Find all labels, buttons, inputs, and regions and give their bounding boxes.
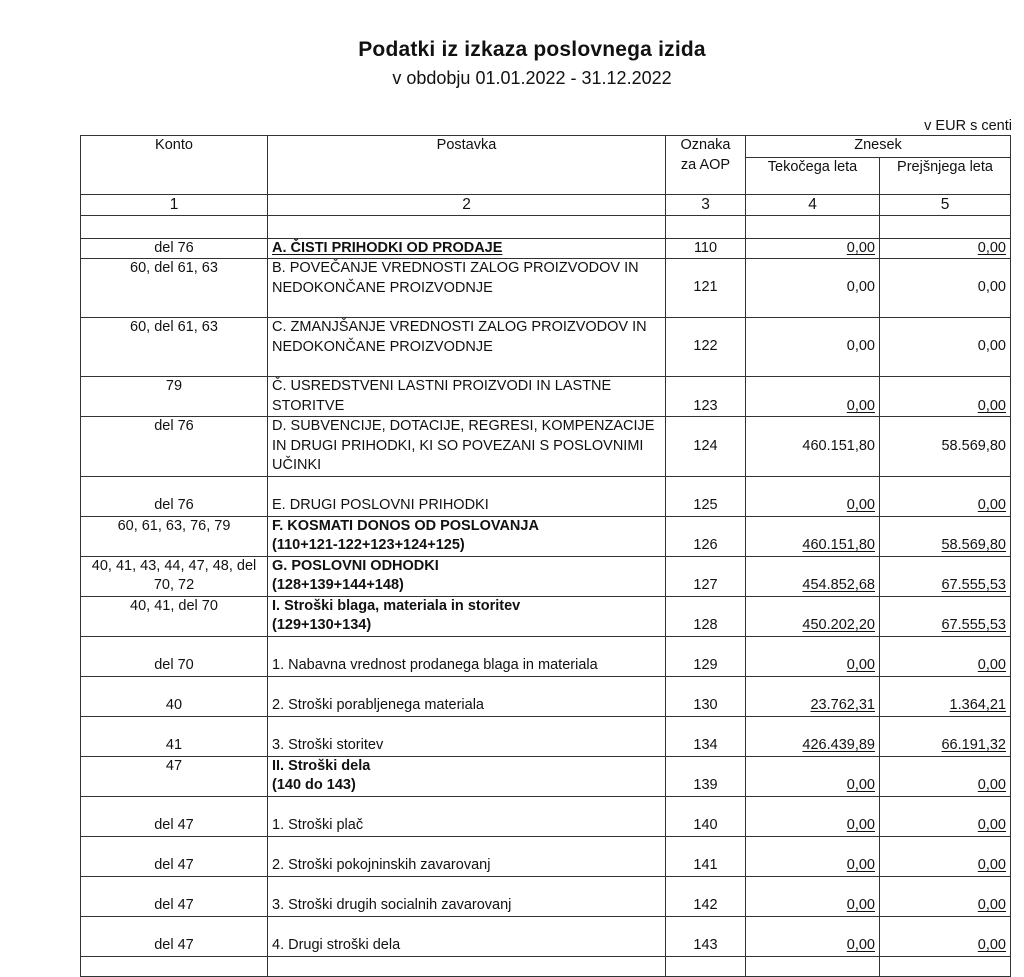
aop-header-line2: za AOP xyxy=(680,156,731,173)
table-row xyxy=(81,876,1011,916)
row-postavka: 3. Stroški drugih socialnih zavarovanj xyxy=(268,876,666,916)
row-aop: 124 xyxy=(666,417,746,477)
row-konto: del 76 xyxy=(81,417,268,477)
row-konto: 40 xyxy=(81,676,268,716)
row-prejsnje: 0,00 xyxy=(880,876,1011,916)
row-prejsnje: 0,00 xyxy=(880,476,1011,516)
row-postavka: E. DRUGI POSLOVNI PRIHODKI xyxy=(268,476,666,516)
row-aop: 121 xyxy=(666,259,746,318)
row-postavka xyxy=(268,756,666,796)
income-statement-table xyxy=(80,135,1011,977)
row-konto: 60, del 61, 63 xyxy=(81,318,268,377)
row-tekoce: 0,00 xyxy=(746,636,880,676)
table-row xyxy=(81,796,1011,836)
row-konto: del 76 xyxy=(81,238,268,259)
row-postavka: 1. Stroški plač xyxy=(268,796,666,836)
row-postavka: 1. Nabavna vrednost prodanega blaga in materiala xyxy=(268,636,666,676)
spacer-row xyxy=(81,215,1011,238)
row-konto: 60, 61, 63, 76, 79 xyxy=(81,516,268,556)
column-header-tekoce: Tekočega leta xyxy=(746,158,880,195)
table-row xyxy=(81,836,1011,876)
row-aop: 127 xyxy=(666,556,746,596)
row-konto: del 47 xyxy=(81,836,268,876)
row-tekoce: 426.439,89 xyxy=(746,716,880,756)
table-row xyxy=(81,377,1011,417)
row-aop: 126 xyxy=(666,516,746,556)
row-tekoce: 0,00 xyxy=(746,836,880,876)
table-row xyxy=(81,676,1011,716)
row-tekoce: 450.202,20 xyxy=(746,596,880,636)
report-period: v obdobju 01.01.2022 - 31.12.2022 xyxy=(392,68,672,88)
row-aop: 125 xyxy=(666,476,746,516)
row-aop: 143 xyxy=(666,916,746,956)
row-tekoce: 0,00 xyxy=(746,476,880,516)
row-konto: 40, 41, 43, 44, 47, 48, del 70, 72 xyxy=(81,556,268,596)
row-prejsnje: 58.569,80 xyxy=(880,516,1011,556)
table-row xyxy=(81,417,1011,477)
table-row xyxy=(81,259,1011,318)
row-postavka: A. ČISTI PRIHODKI OD PRODAJE xyxy=(268,238,666,259)
column-number-4: 4 xyxy=(746,195,880,216)
row-postavka-label: II. Stroški dela xyxy=(272,757,371,774)
row-konto: del 70 xyxy=(81,636,268,676)
table-row xyxy=(81,596,1011,636)
row-prejsnje: 0,00 xyxy=(880,756,1011,796)
row-tekoce: 0,00 xyxy=(746,259,880,318)
row-postavka-formula: (128+139+144+148) xyxy=(272,577,404,593)
row-prejsnje: 0,00 xyxy=(880,318,1011,377)
row-tekoce: 454.852,68 xyxy=(746,556,880,596)
table-row-cut-off xyxy=(81,956,1011,976)
row-tekoce: 460.151,80 xyxy=(746,516,880,556)
row-prejsnje: 66.191,32 xyxy=(880,716,1011,756)
row-prejsnje: 0,00 xyxy=(880,916,1011,956)
row-aop: 142 xyxy=(666,876,746,916)
row-tekoce: 0,00 xyxy=(746,238,880,259)
row-aop: 110 xyxy=(666,238,746,259)
row-prejsnje: 0,00 xyxy=(880,836,1011,876)
row-tekoce: 460.151,80 xyxy=(746,417,880,477)
row-aop: 140 xyxy=(666,796,746,836)
row-postavka: C. ZMANJŠANJE VREDNOSTI ZALOG PROIZVODOV IN NEDOKONČANE PROIZVODNJE xyxy=(268,318,666,377)
column-number-2: 2 xyxy=(268,195,666,216)
aop-header-line1: Oznaka xyxy=(680,137,731,153)
row-tekoce: 23.762,31 xyxy=(746,676,880,716)
row-postavka-formula: (129+130+134) xyxy=(272,617,372,633)
row-aop: 130 xyxy=(666,676,746,716)
row-prejsnje: 67.555,53 xyxy=(880,556,1011,596)
row-konto: 60, del 61, 63 xyxy=(81,259,268,318)
row-aop: 129 xyxy=(666,636,746,676)
row-aop: 134 xyxy=(666,716,746,756)
row-konto: 40, 41, del 70 xyxy=(81,596,268,636)
row-postavka xyxy=(268,556,666,596)
row-postavka-label: F. KOSMATI DONOS OD POSLOVANJA xyxy=(272,517,539,534)
row-tekoce: 0,00 xyxy=(746,318,880,377)
row-aop: 122 xyxy=(666,318,746,377)
column-number-5: 5 xyxy=(880,195,1011,216)
row-konto: 41 xyxy=(81,716,268,756)
row-prejsnje: 67.555,53 xyxy=(880,596,1011,636)
table-row xyxy=(81,636,1011,676)
row-tekoce: 0,00 xyxy=(746,756,880,796)
row-postavka xyxy=(268,516,666,556)
row-aop: 128 xyxy=(666,596,746,636)
row-aop: 139 xyxy=(666,756,746,796)
row-konto: del 47 xyxy=(81,876,268,916)
row-prejsnje: 0,00 xyxy=(880,796,1011,836)
row-postavka: 3. Stroški storitev xyxy=(268,716,666,756)
row-postavka-formula: (140 do 143) xyxy=(272,777,356,793)
table-row xyxy=(81,318,1011,377)
column-number-1: 1 xyxy=(81,195,268,216)
currency-unit: v EUR s centi xyxy=(924,118,1012,134)
row-postavka xyxy=(268,596,666,636)
row-prejsnje: 1.364,21 xyxy=(880,676,1011,716)
row-aop: 123 xyxy=(666,377,746,417)
column-header-znesek: Znesek xyxy=(746,136,1011,158)
column-header-konto: Konto xyxy=(81,136,268,195)
table-row xyxy=(81,716,1011,756)
row-konto: 79 xyxy=(81,377,268,417)
row-postavka: 2. Stroški pokojninskih zavarovanj xyxy=(268,836,666,876)
row-prejsnje: 58.569,80 xyxy=(880,417,1011,477)
row-prejsnje: 0,00 xyxy=(880,377,1011,417)
row-konto: del 76 xyxy=(81,476,268,516)
table-row xyxy=(81,556,1011,596)
row-tekoce: 0,00 xyxy=(746,377,880,417)
row-prejsnje: 0,00 xyxy=(880,259,1011,318)
table-row xyxy=(81,916,1011,956)
row-postavka-label: G. POSLOVNI ODHODKI xyxy=(272,557,439,574)
row-konto: del 47 xyxy=(81,796,268,836)
column-header-prejsnje: Prejšnjega leta xyxy=(880,158,1011,195)
row-prejsnje: 0,00 xyxy=(880,238,1011,259)
row-postavka: 4. Drugi stroški dela xyxy=(268,916,666,956)
row-aop: 141 xyxy=(666,836,746,876)
column-number-3: 3 xyxy=(666,195,746,216)
row-tekoce: 0,00 xyxy=(746,876,880,916)
row-postavka: 2. Stroški porabljenega materiala xyxy=(268,676,666,716)
row-tekoce: 0,00 xyxy=(746,916,880,956)
column-header-postavka: Postavka xyxy=(268,136,666,195)
table-row xyxy=(81,238,1011,259)
row-konto: 47 xyxy=(81,756,268,796)
row-tekoce: 0,00 xyxy=(746,796,880,836)
row-postavka: Č. USREDSTVENI LASTNI PROIZVODI IN LASTNE STORITVE xyxy=(268,377,666,417)
report-title: Podatki iz izkaza poslovnega izida xyxy=(358,38,706,61)
table-row xyxy=(81,756,1011,796)
row-konto: del 47 xyxy=(81,916,268,956)
row-postavka: B. POVEČANJE VREDNOSTI ZALOG PROIZVODOV IN NEDOKONČANE PROIZVODNJE xyxy=(268,259,666,318)
row-postavka: D. SUBVENCIJE, DOTACIJE, REGRESI, KOMPENZACIJE IN DRUGI PRIHODKI, KI SO POVEZANI S POSLOVNIMI UČINKI xyxy=(268,417,666,477)
row-prejsnje: 0,00 xyxy=(880,636,1011,676)
row-postavka-label: I. Stroški blaga, materiala in storitev xyxy=(272,597,521,614)
row-postavka-formula: (110+121-122+123+124+125) xyxy=(272,537,465,553)
table-row xyxy=(81,476,1011,516)
column-header-aop xyxy=(666,136,746,195)
table-row xyxy=(81,516,1011,556)
